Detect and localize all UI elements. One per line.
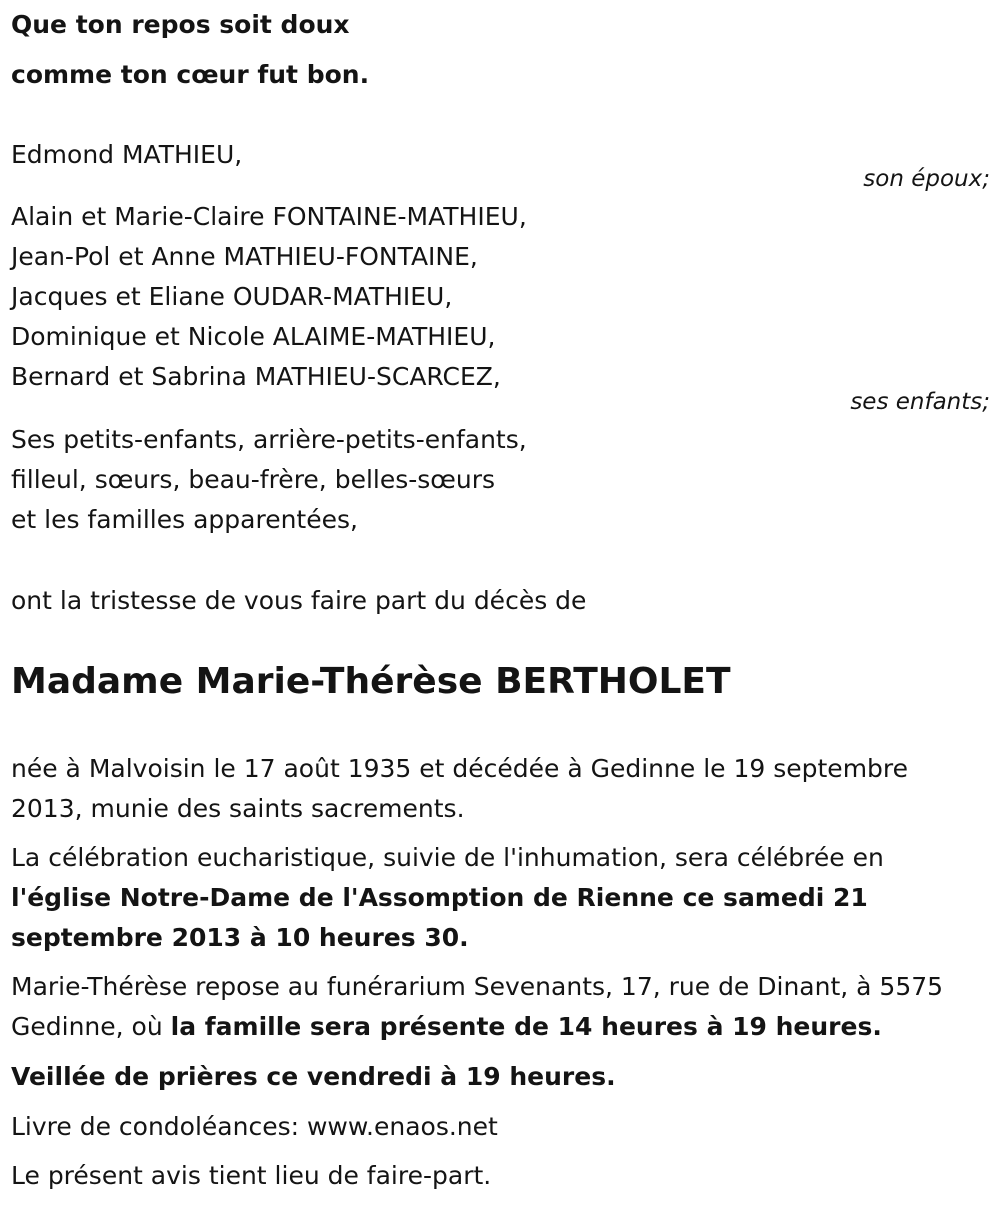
family-line: Ses petits-enfants, arrière-petits-enfants, (11, 425, 527, 454)
child-line: Dominique et Nicole ALAIME-MATHIEU, (11, 322, 496, 351)
deceased-name: Madame Marie-Thérèse BERTHOLET (11, 661, 731, 702)
ceremony-line-1: La célébration eucharistique, suivie de l'inhumation, sera célébrée en (11, 843, 884, 872)
condolences-info: Livre de condoléances: www.enaos.net (11, 1112, 498, 1141)
spouse-role: son époux; (863, 166, 990, 192)
ceremony-info (11, 838, 990, 958)
funerarium-info (11, 967, 990, 1047)
family-line: et les familles apparentées, (11, 505, 358, 534)
epigraph-line-1: Que ton repos soit doux (11, 10, 350, 39)
birth-death-info (11, 749, 990, 829)
children-role: ses enfants; (850, 389, 990, 415)
funerarium-line-1: Marie-Thérèse repose au funérarium Sevenants, 17, rue de Dinant, à 5575 (11, 972, 944, 1001)
notice-info: Le présent avis tient lieu de faire-part. (11, 1161, 492, 1190)
child-line: Alain et Marie-Claire FONTAINE-MATHIEU, (11, 202, 527, 231)
ceremony-line-2: l'église Notre-Dame de l'Assomption de Rienne ce samedi 21 (11, 883, 868, 912)
funerarium-line-2 (11, 1007, 990, 1047)
funerarium-line-2-plain: Gedinne, où (11, 1012, 171, 1041)
birth-death-line-2: 2013, munie des saints sacrements. (11, 794, 465, 823)
epigraph (11, 0, 369, 100)
funerarium-line-2-bold: la famille sera présente de 14 heures à 19 heures. (170, 1012, 882, 1041)
children-list (11, 197, 527, 397)
child-line: Jean-Pol et Anne MATHIEU-FONTAINE, (11, 242, 478, 271)
ceremony-line-3: septembre 2013 à 10 heures 30. (11, 923, 469, 952)
vigil-info: Veillée de prières ce vendredi à 19 heures. (11, 1062, 616, 1091)
child-line: Jacques et Eliane OUDAR-MATHIEU, (11, 282, 453, 311)
family-line: filleul, sœurs, beau-frère, belles-sœurs (11, 465, 496, 494)
birth-death-line-1: née à Malvoisin le 17 août 1935 et décédée à Gedinne le 19 septembre (11, 754, 909, 783)
child-line: Bernard et Sabrina MATHIEU-SCARCEZ, (11, 362, 501, 391)
spouse-name: Edmond MATHIEU, (11, 140, 243, 169)
extended-family (11, 420, 527, 540)
epigraph-line-2: comme ton cœur fut bon. (11, 60, 370, 89)
announcement: ont la tristesse de vous faire part du décès de (11, 586, 587, 615)
